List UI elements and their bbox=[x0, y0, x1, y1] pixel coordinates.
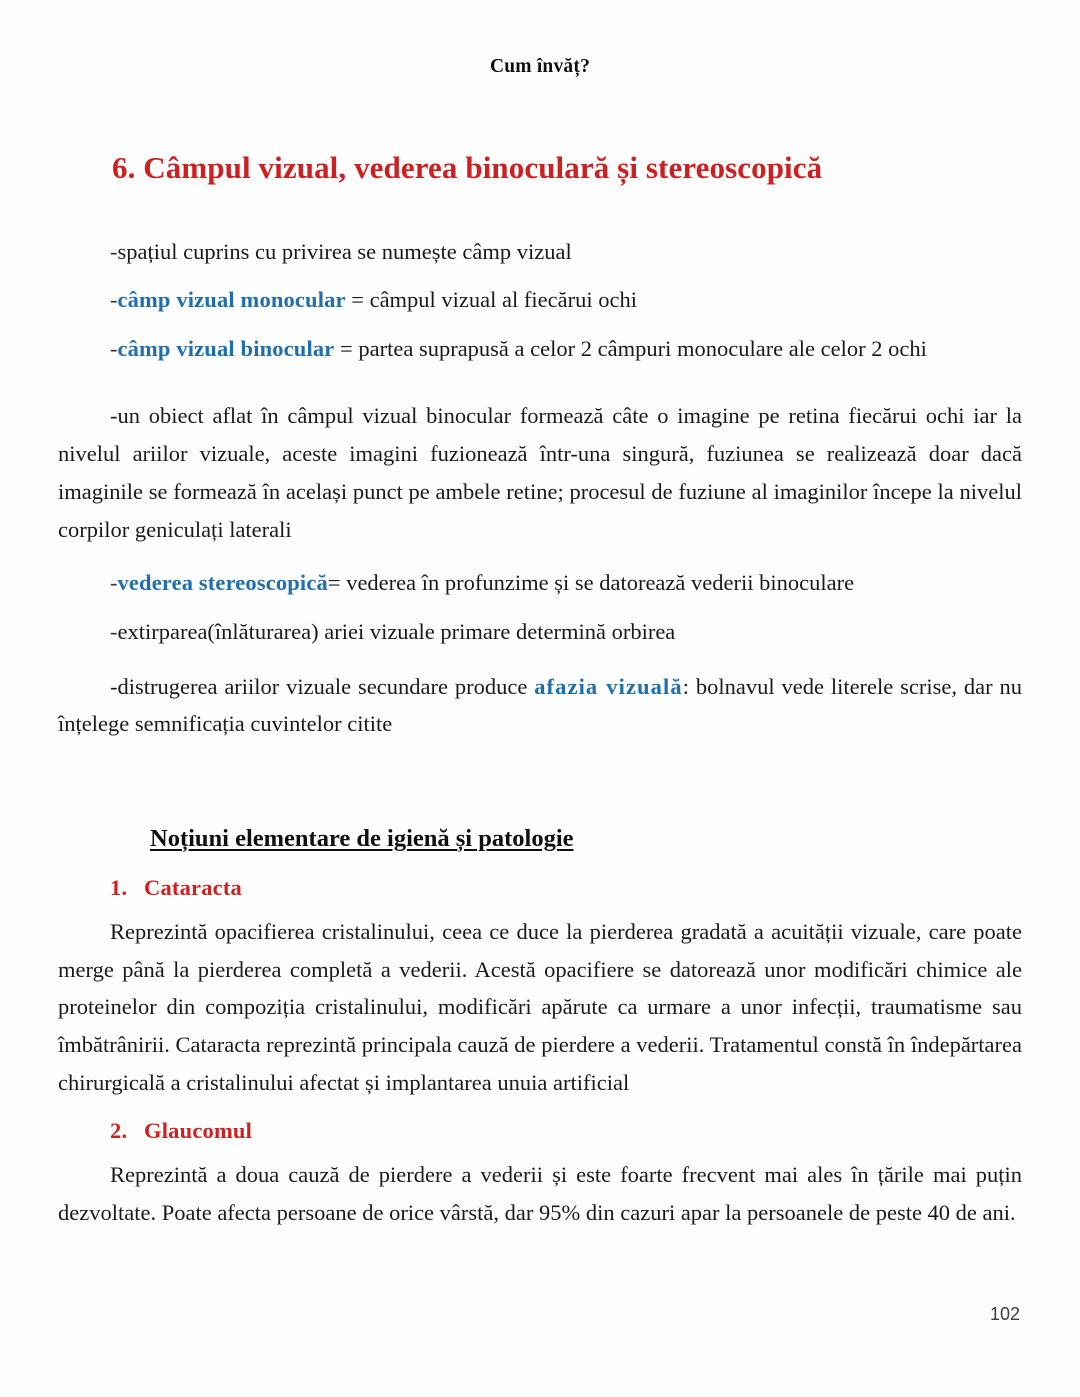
spacer bbox=[58, 548, 1022, 570]
spacer bbox=[58, 385, 1022, 397]
list-item-heading-cataracta bbox=[58, 875, 1022, 901]
paragraph-afazia-rest: : bolnavul vede literele scrise, dar nu înțelege semnificația cuvintelor citite bbox=[58, 674, 1022, 737]
list-item-name: Cataracta bbox=[144, 874, 243, 900]
bullet-text: = vederea în profunzime și se datorează vederii binoculare bbox=[327, 570, 855, 596]
key-term: vederea stereoscopică bbox=[117, 570, 328, 596]
bullet-text: = partea suprapusă a celor 2 câmpuri monoculare ale celor 2 ochi bbox=[334, 336, 927, 362]
spacer bbox=[58, 743, 1022, 795]
spacer bbox=[58, 1102, 1022, 1118]
bullet-line bbox=[58, 336, 1022, 362]
bullet-text: = câmpul vizual al fiecărui ochi bbox=[345, 287, 637, 313]
bullet-dash: - bbox=[110, 570, 118, 596]
bullet-text: extirparea(înlăturarea) ariei vizuale primare determină orbirea bbox=[117, 619, 676, 645]
bullet-line bbox=[58, 570, 1022, 596]
page-number: 102 bbox=[989, 1304, 1020, 1324]
spacer bbox=[58, 901, 1022, 913]
key-term: câmp vizual monocular bbox=[117, 287, 346, 313]
bullet-dash: - bbox=[110, 238, 118, 264]
bullet-dash: - bbox=[110, 619, 118, 645]
bullet-line bbox=[58, 619, 1022, 645]
paragraph-glaucomul: Reprezintă a doua cauză de pierdere a vederii și este foarte frecvent mai ales în țările mai puțin dezvoltate. Poate afecta persoane de orice vârstă, dar 95% din cazuri apar la persoanele de peste 40 de ani. bbox=[58, 1161, 1022, 1225]
paragraph-afazia-lead: -distrugerea ariilor vizuale secundare produce bbox=[110, 674, 535, 700]
key-term: câmp vizual binocular bbox=[117, 336, 335, 362]
list-number: 2. bbox=[110, 1117, 128, 1143]
section-heading: Noțiuni elementare de igienă și patologie bbox=[150, 824, 574, 852]
running-header: Cum învăț? bbox=[489, 56, 591, 77]
bullet-text: spațiul cuprins cu privirea se numește câmp vizual bbox=[117, 238, 572, 264]
spacer bbox=[58, 187, 1022, 239]
list-item-heading-glaucomul bbox=[58, 1118, 1022, 1144]
page-title: 6. Câmpul vizual, vederea binoculară și stereoscopică bbox=[112, 150, 823, 185]
key-term-afazia: afazia vizuală bbox=[534, 674, 683, 700]
bullet-line bbox=[58, 239, 1022, 265]
paragraph-afazia bbox=[58, 668, 1022, 743]
list-number: 1. bbox=[110, 874, 128, 900]
bullet-line bbox=[58, 287, 1022, 313]
page-content bbox=[58, 140, 1022, 1231]
list-item-name: Glaucomul bbox=[144, 1117, 253, 1143]
spacer bbox=[58, 1144, 1022, 1156]
paragraph-binocular-vision: -un obiect aflat în câmpul vizual binocular formează câte o imagine pe retina fiecărui ochi iar la nivelul ariilor vizuale, aceste imagini fuzionează într-una singură, fuziunea se realizează doar dacă imaginile se formează în același punct pe ambele retine; procesul de fuziune al imaginilor începe la nivelul corpilor geniculați laterali bbox=[58, 403, 1022, 542]
bullet-dash: - bbox=[110, 287, 118, 313]
spacer bbox=[58, 853, 1022, 875]
bullet-dash: - bbox=[110, 336, 118, 362]
paragraph-cataracta: Reprezintă opacifierea cristalinului, ceea ce duce la pierderea gradată a acuității vizuale, care poate merge până la pierderea completă a vederii. Acestă opacifiere se datorează unor modificări chimice ale proteinelor din compoziția cristalinului, modificări apărute ca urmare a unor infecții, traumatisme sau îmbătrânirii. Cataracta reprezintă principala cauză de pierdere a vederii. Tratamentul constă în îndepărtarea chirurgicală a cristalinului afectat și implantarea unuia artificial bbox=[58, 918, 1022, 1096]
spacer bbox=[58, 795, 1022, 825]
